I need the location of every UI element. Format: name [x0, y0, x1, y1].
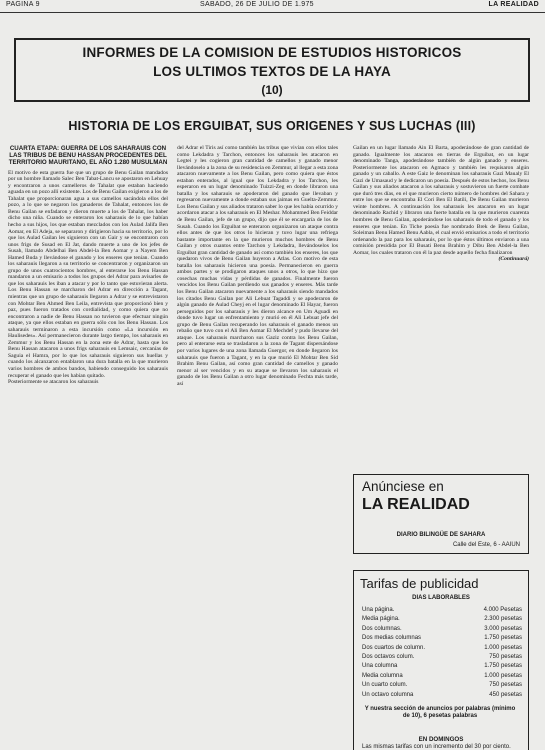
- rate-name: Dos medias columnas: [362, 635, 422, 642]
- rate-price: 750 pesetas: [489, 682, 522, 689]
- newspaper-ad: [353, 474, 529, 554]
- rate-row: [362, 654, 522, 662]
- ad-line-1: Anúnciese en: [362, 479, 444, 494]
- ad-address: Calle del Este, 6 - AAIUN: [452, 542, 520, 548]
- article-column-1: [8, 145, 168, 750]
- rate-row: [362, 692, 522, 700]
- continued-label: (Continuará): [498, 256, 529, 263]
- rates-note: Y nuestra sección de anuncios por palabras (mínimo de 10), 6 pesetas palabras: [364, 706, 516, 719]
- rate-name: Una columna: [362, 663, 398, 670]
- rate-name: Un octavo columna: [362, 691, 414, 698]
- rate-name: Una página.: [362, 607, 395, 613]
- column-1-end-text: Posteriormente se atacaron los saharauis: [8, 379, 99, 386]
- ad-line-3: DIARIO BILINGÜE DE SAHARA: [396, 532, 486, 538]
- article-title: HISTORIA DE LOS ERGUIBAT, SUS ORIGENES Y SUS LUCHAS (III): [68, 119, 476, 133]
- ad-line-2: LA REALIDAD: [362, 496, 470, 513]
- rate-name: Dos octavos colum.: [362, 654, 415, 660]
- rate-price: 1.750 pesetas: [484, 635, 522, 642]
- rate-price: 1.000 pesetas: [484, 644, 522, 651]
- rate-row: [362, 607, 522, 615]
- rate-row: [362, 616, 522, 624]
- headline-box: [14, 38, 530, 102]
- rate-name: Dos columnas.: [362, 625, 402, 632]
- rate-name: Dos cuartos de column.: [362, 644, 426, 651]
- rate-row: [362, 673, 522, 681]
- sunday-text: Las mismas tarifas con un incremento del 30 por ciento.: [362, 744, 511, 750]
- rates-title: Tarifas de publicidad: [360, 576, 479, 591]
- sunday-title: EN DOMINGOS: [418, 736, 464, 743]
- rate-price: 4.000 Pesetas: [483, 607, 522, 613]
- rate-name: Media columna: [362, 672, 403, 679]
- headline-line-1: INFORMES DE LA COMISION DE ESTUDIOS HISTORICOS: [82, 45, 462, 60]
- rate-row: [362, 626, 522, 634]
- column-3-text: Gailan en un lugar llamado Ain El Barta, apoderándose de gran cantidad de ganado. Igualmente los atacaron en tierras de Erguibat, en un lugar denominado Tanga, apoderándose también de algún ganado y enseres. Posteriormente los atacaron en Agmaco y también les requisaron algún ganado y un caballo. A este Gaiz le denominan los saharauis Gazi Maualy El Gazi de Umasaud y le dedicaron un poesía. Después de estos hechos, los Benu Gailan y sus aliados atacaron a los saharauis y sostuvieron un fuerte combate que duró tres días, en el que murieron cierto número de hombres del Sahara y entre los que se encontraba El Cori Ben El Batili, De Benu Gailan murieron veinte hombres. A continuación los saharauis les atacaron en un lugar denominado Rachid y libraron una fuerte batalla en la que murieron cuarenta hombres de Benu Gailan, apoderándose los saharauis de todo el ganado y los enseres que tenían. En Tiche poesía fue nombrado Brek de Benu Gailan, Soleiman Benu Hamed Benu Aabla, el cual envió emisarios a todo el territorio ordenando la paz para los saharauis, por lo que éstos últimos enviaron a una comisión presidida por El Busati Benu Brahim y Dibu Ben Abdel-la Ben Aomar, los cuales trataron con él la paz desde aquello fecha finalizaron: [353, 145, 529, 256]
- page-number: PAGINA 9: [6, 1, 40, 8]
- rate-name: Media página.: [362, 616, 400, 623]
- headline-number: (10): [261, 83, 283, 97]
- column-2-text: del Adrar el Tiris así como también las tribus que vivían con ellos tales como Lekdadra y Tarchon, entonces los saharauis les atacaron en Legtei y les cogieron gran cantidad de camellos y ganado menor llevándoselo a la zona de su residencia en Zemmur, al llegar a esta zona atacaron nuevamente a los Benu Gailan, pero como quiera que éstos estaban enterados, al igual que los Lekdadra y los Tarchon, les esperaron en un lugar denominado Tuizzi-Zeg en donde libraron una batalla y los saharauis se apoderaron del ganado que llevaban y regresaron nuevamente a donde estaban sus jaimas en Guelta-Zemmur. Los Benu Gailan y sus aliados trataron saber lo que les había ocurrido y acordaron atacar a los saharauis en El Meshar. Mohammed Ben Feiddar de Benu Gailan, jefe de un grupo, dijo que él se encargaría de los de Susah. Cuando los Erguibat se enteraron organizaron un ataque contra ellos antes de que los otros lo hicieran y tuvo lugar una refriega bastante importante en la que murieron muchos hombres de Benu Gailan y otros cuantos entre Tarchon y Lekdadra, llevándoselos los Erguibat gran cantidad de ganado así como también los enseres, los que quedaron vivos de Benu Gailan huyeron a Atlas. Con motivo de esta batalla los saharauis hicieron una poesía. Permanecieron en guerra ambos partes y se prodigaron ataques unos a otros, lo que hizo que cosechas muchas vidas y pérdidas de ganados. Finalmente fueron vencidos los Benu Gailan perdiendo sus ganados y enseres. Más tarde los Benu Gailan atacaron nuevamente a los saharauis siendo mandados los citados Benu Gailan por Ali Lebuat Tagaddi y se apoderaron de algún ganado de Aulad Cheyj en el lugar denominado El Hayar, fueron perseguidos por los saharauis y les dieron alcance en Um Aguadi en donde tuvo lugar un enfrentamiento y murió en él Ali Lebuat jefe del grupo de Benu Gailan recuperando los saharauis el ganado menos un rebaño que tuvo con el Ali Ben Aomar El Mechdef y pudo llevarse del ataque. Los saharauis marcharon sus Gaziz contra los Benu Gailan, pero al enterarse esta se trasladaron a la zona de Tagant dispersándose por varios lugares de una zona llamada Guergor, en donde llegaron los saharauis que fueron a Tagant, y en la que murió El Mohtar Ben Sid Brahim Benu Gailan, así como gran cantidad de camellos y ganado menor al ser vencidos y en su ataque se llevaron los saharauis el ganado de los Benu Gailan a otro lugar denominado Fechta más tarde, así: [177, 145, 338, 387]
- rate-price: 750 pesetas: [489, 654, 522, 660]
- rates-section: DIAS LABORABLES: [412, 595, 470, 601]
- rate-price: 2.300 pesetas: [484, 616, 522, 623]
- rate-price: 1.000 pesetas: [484, 672, 522, 679]
- rates-ad: [353, 570, 529, 750]
- newspaper-name: LA REALIDAD: [488, 1, 539, 8]
- rate-row: [362, 645, 522, 653]
- article-column-2: [177, 145, 338, 750]
- rate-price: 450 pesetas: [489, 691, 522, 698]
- rate-row: [362, 635, 522, 643]
- rate-name: Un cuarto colum.: [362, 682, 408, 689]
- rate-price: 1.750 pesetas: [484, 663, 522, 670]
- headline-line-2: LOS ULTIMOS TEXTOS DE LA HAYA: [153, 64, 391, 79]
- rate-price: 3.000 pesetas: [484, 625, 522, 632]
- issue-date: SABADO, 26 DE JULIO DE 1.975: [200, 1, 314, 8]
- rate-row: [362, 663, 522, 671]
- header-rule: [0, 12, 545, 13]
- rate-row: [362, 682, 522, 690]
- article-column-3: [353, 145, 529, 470]
- article-lead: CUARTA ETAPA: GUERRA DE LOS SAHARAUIS CON LAS TRIBUS DE BENU HASSAN PROCEDENTES DEL TERRITORIO MAURITANO, EL AÑO 1.280 MUSULMAN: [8, 145, 168, 167]
- column-1-text: El motivo de esta guerra fue que un grupo de Benu Gailan mandados por un hombre llamado Salec Ben Tabat-Lancu se apostaron en Lehuay y encontraron a unos camelleros de Tahalat que estaban haciendo aguada en un pozo allí existente. Los de Benu Gailan exigieron a los de Tahalat que proporcionaran agua a sus camellos sacándola ellos del pozo, a lo que se negaron los ganaderos de Tahalat, entonces los de Benu Gailan se enfadaron y dieron muerte a los de Tahalat, los haber dicho una niña. Cuando se enteraron los saharauis de lo que habían hecho a sus hijos, los que estaban mezclados con los Aulad Jalifa Ben Aomar, en El Adeja, se separaron y dirigieron hacia su territorio, por lo que los Aulad Gailan les siguieron con un Gair y se encontraron con unos frigs de Susad en El Jat, dando muerte a uno de los jefes de Susah, llamado Abdelhai Ben Abdel-la Ben Aomar y a Nayem Ben Hamed Buda y llevándose el ganado y los enseres que tenían. Cuando los saharauis llegaron a su territorio se concentraron y organizaron un grupo de unos cuatrocientos hombres, al enterarse los Benu Hassan mandaron a un emisario a todos los grupos del Adrar para avisarles de que los saharauis les iban a atacar y por lo tanto que estuvieran alerta. Los Benu Hassan se marcharon del Adrar en dirección a Tagant, mientras que un grupo de saharauis llegaron a Adrar y se entrevistaron con Mohtar Ben Ahmed Ben Leila, entrevista que proporcionó bien y paz, pues fueron tratados con cordialidad, y como quiera que no encontraron a nadie de Benu Hassan no tuvieron que efectuar ningún ataque, ya que ellos estaban en guerra sólo con los Benu Hassan. Los saharauis terminaron a esta incursión como «La incursión en Haulisedes». Así permanecieron durante largo tiempo, los saharauis en Zemmur y los Benu Hassan en la zona este de Adrar, hasta que los Benu Hassan atacaron a unos frigs saharauis en Lemsaic, cercanías de Saguia el Hamra, por lo que los saharauis siguieron sus huellas y cuando los alcanzaron entablaron una dura batalla en la que murieron varios hombres de ambos bandos, habiendo conseguido los saharauis recuperar el ganado que les habían quitado.: [8, 169, 168, 379]
